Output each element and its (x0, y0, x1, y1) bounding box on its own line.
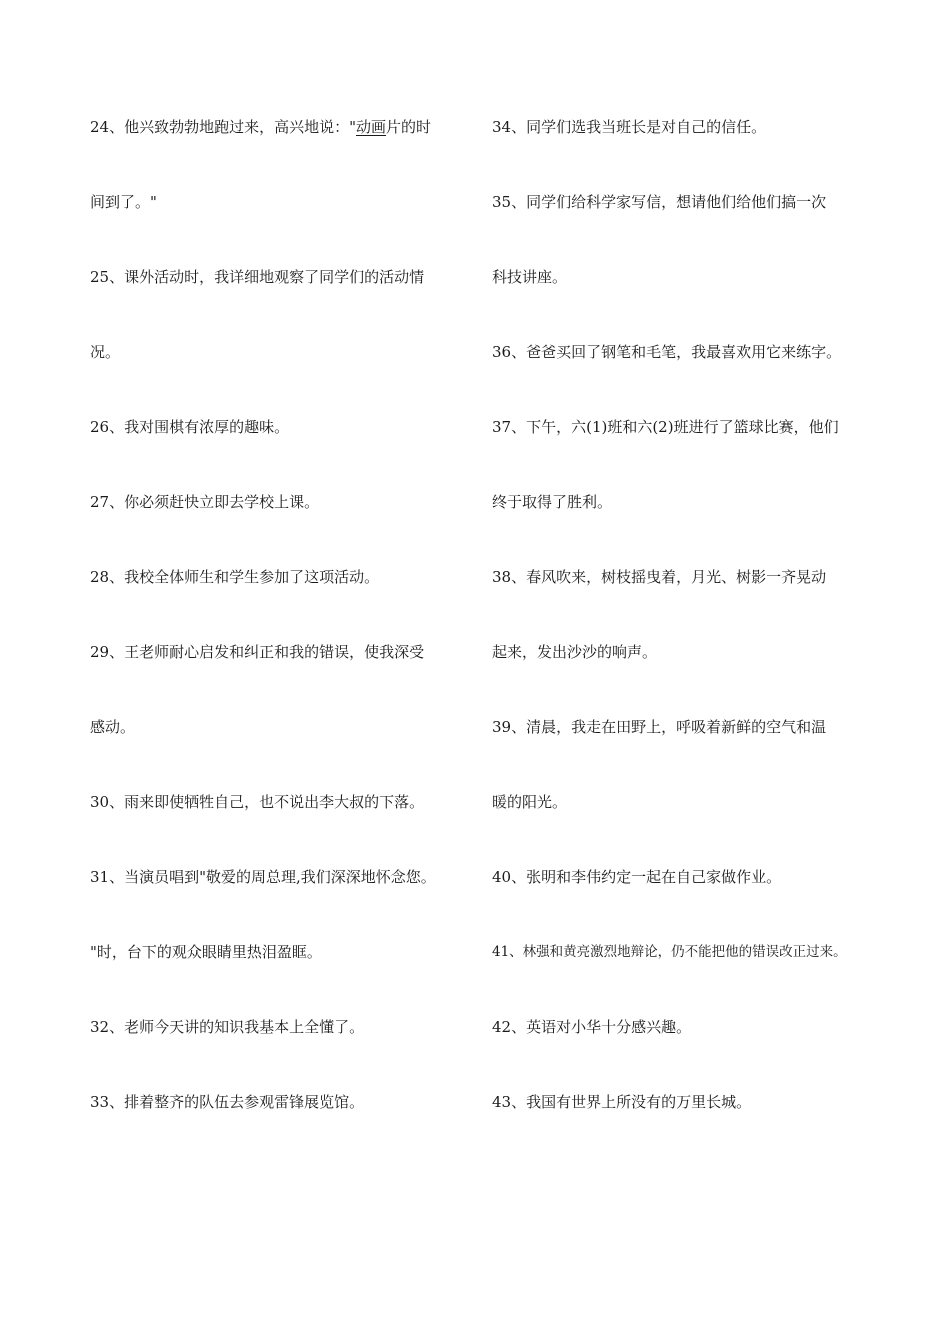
sentence-line: 29、王老师耐心启发和纠正和我的错误，使我深受 (90, 643, 425, 661)
sentence-line: 34、同学们选我当班长是对自己的信任。 (492, 118, 767, 136)
sentence-line: 26、我对围棋有浓厚的趣味。 (90, 418, 290, 436)
sentence-line: 33、排着整齐的队伍去参观雷锋展览馆。 (90, 1093, 365, 1111)
sentence-line: 43、我国有世界上所没有的万里长城。 (492, 1093, 752, 1111)
sentence-line: 28、我校全体师生和学生参加了这项活动。 (90, 568, 380, 586)
sentence-line: 27、你必须赶快立即去学校上课。 (90, 493, 320, 511)
line-text-end: 片的时 (386, 118, 432, 136)
left-column (90, 112, 468, 1162)
right-column (492, 112, 870, 1162)
sentence-line: 科技讲座。 (492, 268, 568, 286)
sentence-line: 41、林强和黄亮激烈地辩论，仍不能把他的错误改正过来。 (492, 944, 847, 960)
sentence-line: 42、英语对小华十分感兴趣。 (492, 1018, 692, 1036)
sentence-line (90, 112, 468, 187)
sentence-line: 25、课外活动时，我详细地观察了同学们的活动情 (90, 268, 425, 286)
sentence-line: 终于取得了胜利。 (492, 493, 613, 511)
sentence-line: 40、张明和李伟约定一起在自己家做作业。 (492, 868, 782, 886)
sentence-line: 32、老师今天讲的知识我基本上全懂了。 (90, 1018, 365, 1036)
sentence-line: 起来，发出沙沙的响声。 (492, 643, 658, 661)
sentence-line: 38、春风吹来，树枝摇曳着，月光、树影一齐晃动 (492, 568, 827, 586)
sentence-line: "时，台下的观众眼睛里热泪盈眶。 (90, 943, 322, 961)
sentence-line: 30、雨来即使牺牲自己，也不说出李大叔的下落。 (90, 793, 425, 811)
underlined-word: 动画 (356, 118, 387, 136)
sentence-line: 感动。 (90, 718, 136, 736)
sentence-line: 39、清晨，我走在田野上，呼吸着新鲜的空气和温 (492, 718, 827, 736)
sentence-line: 况。 (90, 343, 121, 361)
sentence-line: 37、下午，六(1)班和六(2)班进行了篮球比赛，他们 (492, 418, 839, 436)
sentence-line: 35、同学们给科学家写信，想请他们给他们搞一次 (492, 193, 827, 211)
sentence-line: 31、当演员唱到"敬爱的周总理,我们深深地怀念您。 (90, 868, 436, 886)
sentence-line: 36、爸爸买回了钢笔和毛笔，我最喜欢用它来练字。 (492, 343, 842, 361)
sentence-line: 间到了。" (90, 193, 157, 211)
sentence-line: 暖的阳光。 (492, 793, 568, 811)
line-text-start: 24、他兴致勃勃地跑过来，高兴地说：" (90, 118, 356, 136)
